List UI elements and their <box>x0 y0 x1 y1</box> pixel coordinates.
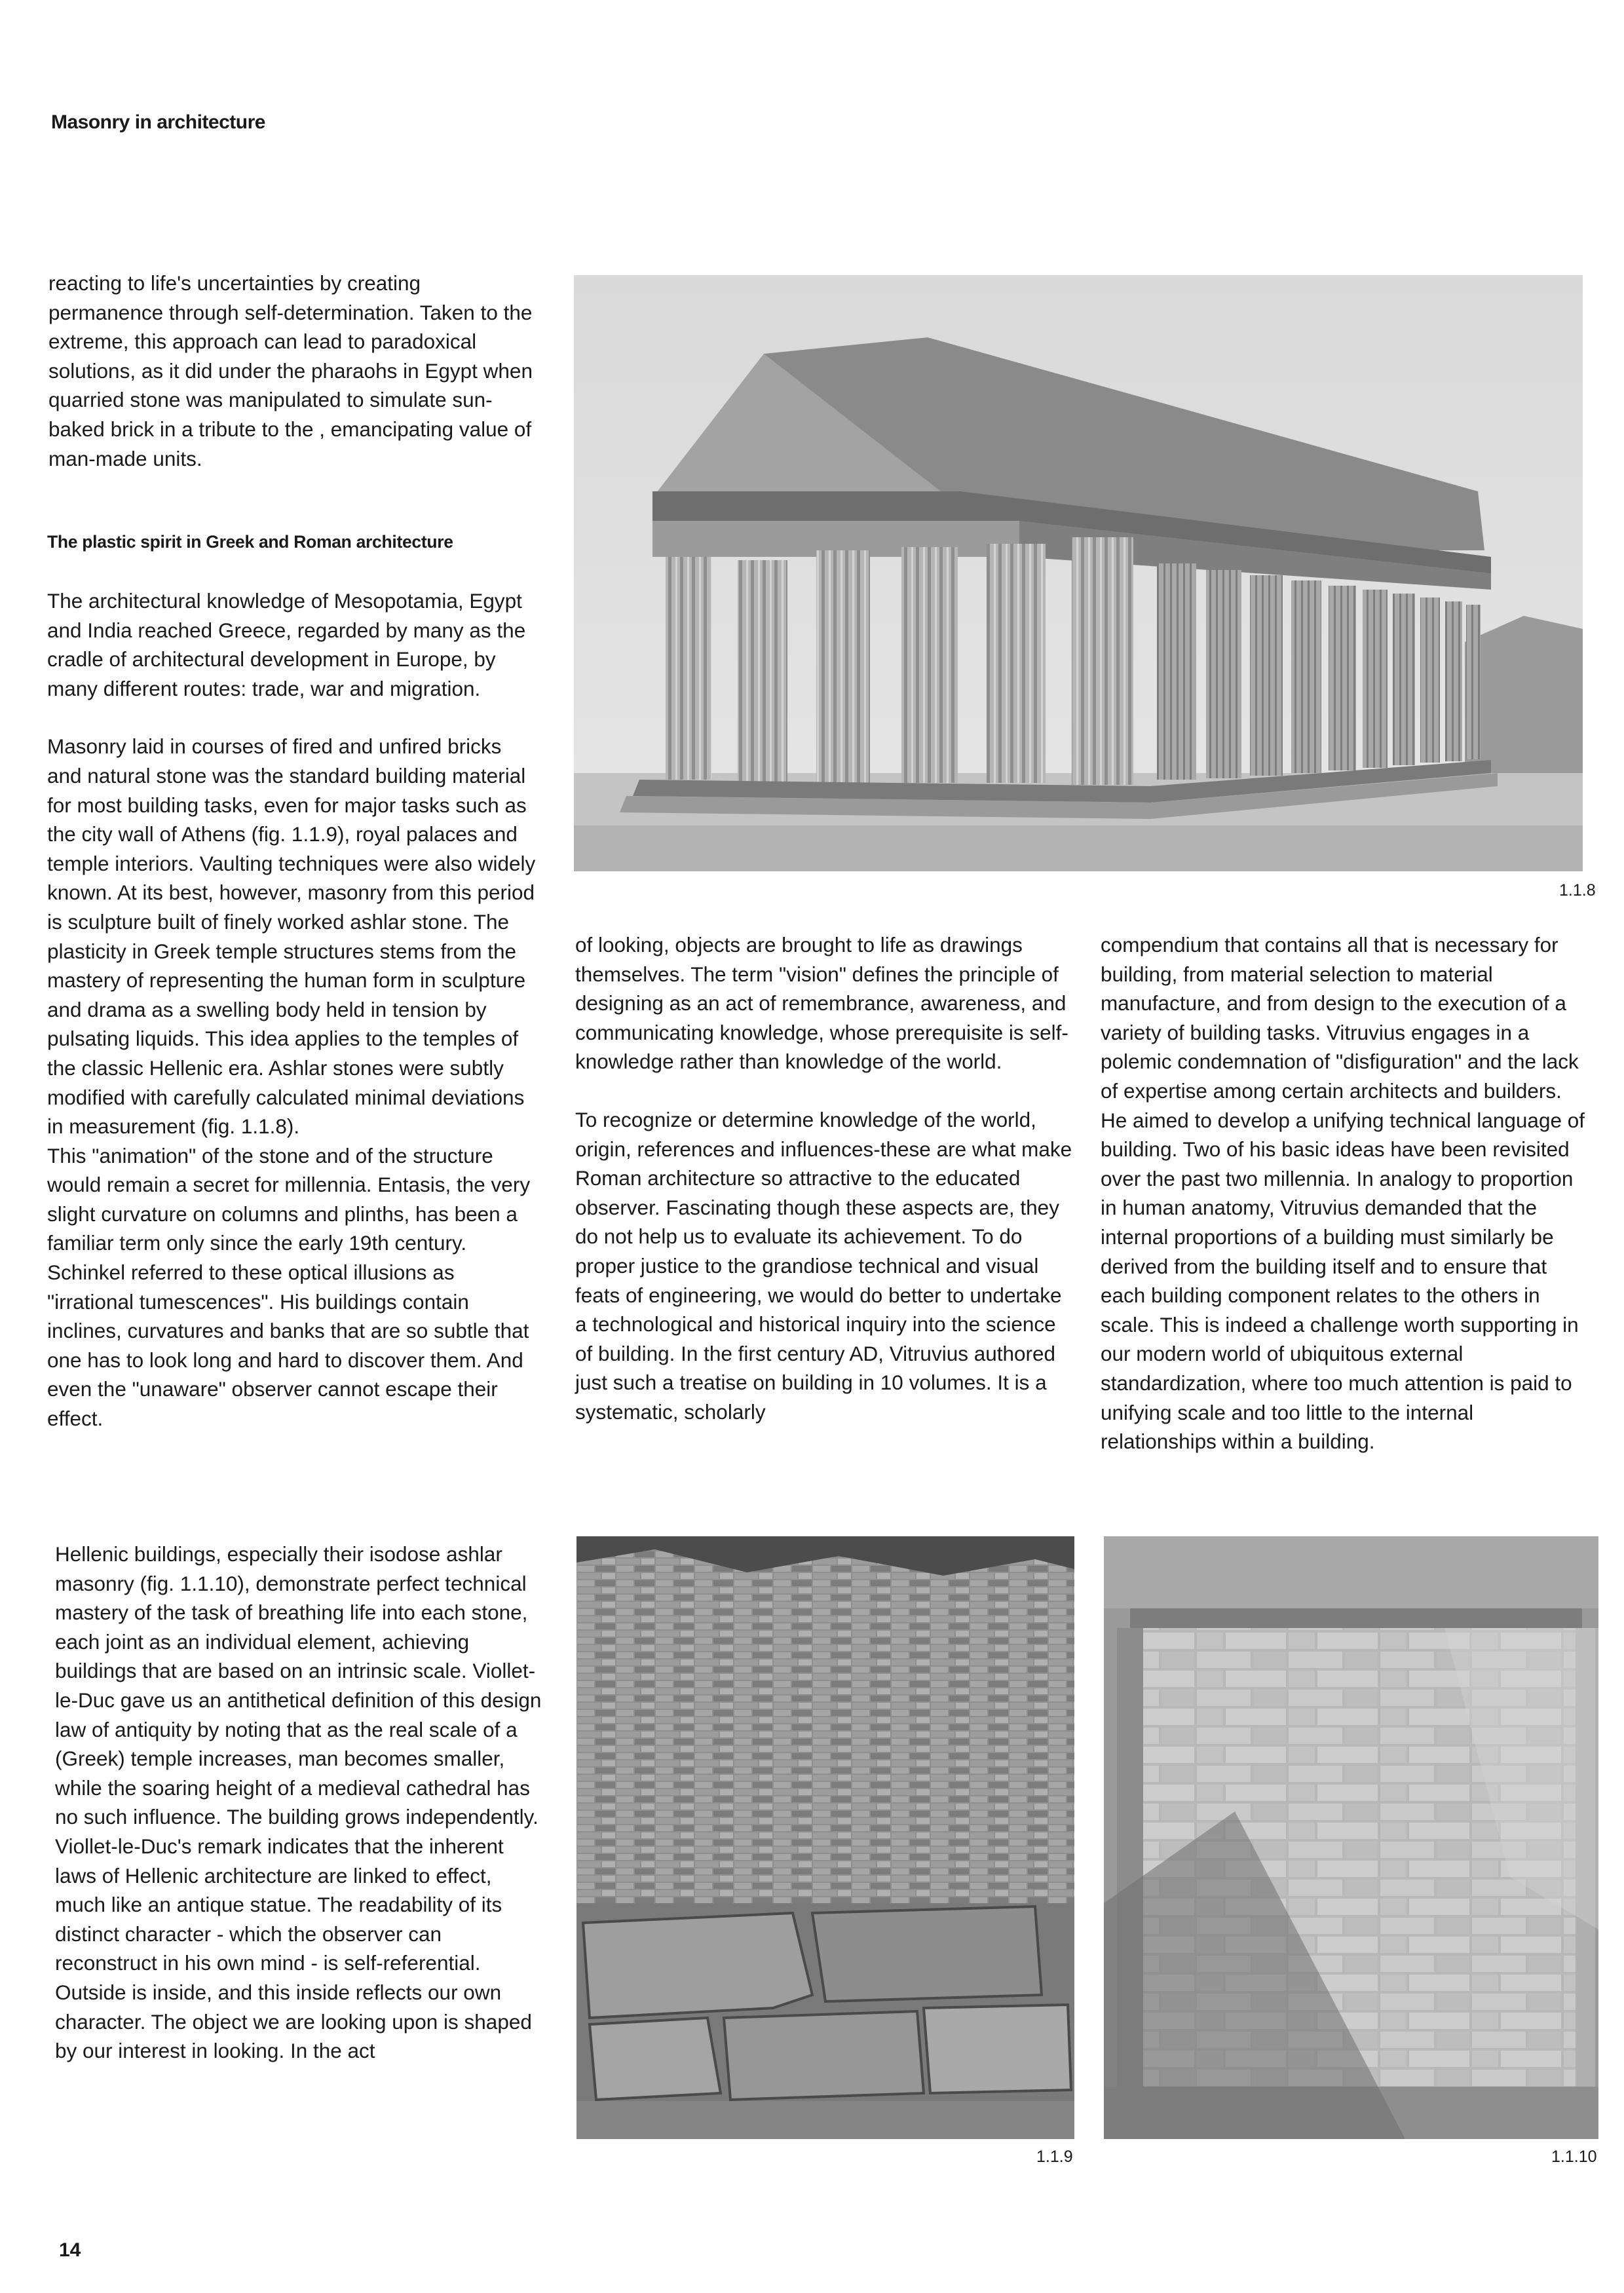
paragraph: Masonry laid in courses of fired and unfired bricks and natural stone was the standard building material for most building tasks, even for major tasks such as the city wall of Athens (fig. 1.1.9), royal palaces and temple interiors. Vaulting techniques were also widely known. At its best, however, masonry from this period is sculpture built of finely worked ashlar stone. The plasticity in Greek temple structures stems from the mastery of representing the human form in sculpture and drama as a swelling body held in tension by pulsating liquids. This idea applies to the temples of the classic Hellenic era. Ashlar stones were subtly modified with carefully calculated minimal deviations in measurement (fig. 1.1.8). <box>47 734 536 1139</box>
paragraph: compendium that contains all that is necessary for building, from material selection to material manufacture, and from design to the execution of a variety of building tasks. Vitruvius engages in a polemic condemnation of "disfiguration" and the lack of expertise among certain architects and builders. He aimed to develop a unifying technical language of building. Two of his basic ideas have been revisited over the past two millennia. In analogy to proportion in human anatomy, Vitruvius demanded that the internal proportions of a building must similarly be derived from the building itself and to ensure that each building component relates to the others in scale. This is indeed a challenge worth supporting in our modern world of ubiquitous external standardization, where too much attention is paid to unifying scale and too little to the internal relationships within a building. <box>1101 933 1585 1454</box>
figure-greek-temple-photo <box>574 275 1583 871</box>
paragraph: This "animation" of the stone and of the structure would remain a secret for millennia. Entasis, the very slight curvature on columns and plinths, has been a familiar term only since the early 19th century. Schinkel referred to these optical illusions as "irrational tumescences". His buildings contain inclines, curvatures and banks that are so subtle that one has to look long and hard to discover them. And even the "unaware" observer cannot escape their effect. <box>47 1143 531 1431</box>
paragraph: The architectural knowledge of Mesopotamia, Egypt and India reached Greece, regarded by many as the cradle of architectural development in Europe, by many different routes: trade, war and migration. <box>47 589 526 700</box>
column-left-top <box>48 269 537 473</box>
page-number: 14 <box>59 2239 81 2261</box>
figure-caption-1-1-9: 1.1.9 <box>1036 2148 1073 2166</box>
column-left-middle <box>47 586 538 1433</box>
running-title: Masonry in architecture <box>51 111 265 133</box>
section-subheading: The plastic spirit in Greek and Roman architecture <box>47 532 453 552</box>
city-wall-illustration <box>576 1536 1074 2139</box>
figure-caption-1-1-8: 1.1.8 <box>1559 881 1596 900</box>
paragraph: of looking, objects are brought to life as drawings themselves. The term "vision" defines the principle of designing as an act of remembrance, awareness, and communicating knowledge, whose prerequisite is self-knowledge rather than knowledge of the world. <box>575 933 1068 1074</box>
ashlar-wall-illustration <box>1104 1536 1598 2139</box>
column-left-bottom <box>55 1540 548 2066</box>
figure-caption-1-1-10: 1.1.10 <box>1551 2148 1597 2166</box>
temple-illustration <box>574 275 1583 871</box>
column-right <box>1101 930 1589 1456</box>
paragraph: To recognize or determine knowledge of the world, origin, references and influences-these are what make Roman architecture so attractive to the educated observer. Fascinating though these aspects are, they do not help us to evaluate its achievement. To do proper justice to the grandiose technical and visual feats of engineering, we would do better to undertake a technological and historical inquiry into the science of building. In the first century AD, Vitruvius authored just such a treatise on building in 10 volumes. It is a systematic, scholarly <box>575 1107 1072 1424</box>
figure-ashlar-wall-photo <box>1104 1536 1598 2139</box>
paragraph: Hellenic buildings, especially their isodose ashlar masonry (fig. 1.1.10), demonstrate perfect technical mastery of the task of breathing life into each stone, each joint as an individual element, achieving buildings that are based on an intrinsic scale. Viollet-le-Duc gave us an antithetical definition of this design law of antiquity by noting that as the real scale of a (Greek) temple increases, man becomes smaller, while the soaring height of a medieval cathedral has no such influence. The building grows independently. <box>55 1542 542 1829</box>
paragraph: Outside is inside, and this inside reflects our own character. The object we are looking upon is shaped by our interest in looking. In the act <box>55 1980 532 2063</box>
paragraph: Viollet-le-Duc's remark indicates that the inherent laws of Hellenic architecture are linked to effect, much like an antique statue. The readability of its distinct character - which the observer can reconstruct in his own mind - is self-referential. <box>55 1834 504 1975</box>
figure-city-wall-photo <box>576 1536 1074 2139</box>
column-middle <box>575 930 1073 1427</box>
paragraph: reacting to life's uncertainties by creating permanence through self-determination. Taken to the extreme, this approach can lead to paradoxical solutions, as it did under the pharaohs in Egypt when quarried stone was manipulated to simulate sun-baked brick in a tribute to the , emancipating value of man-made units. <box>48 271 533 470</box>
